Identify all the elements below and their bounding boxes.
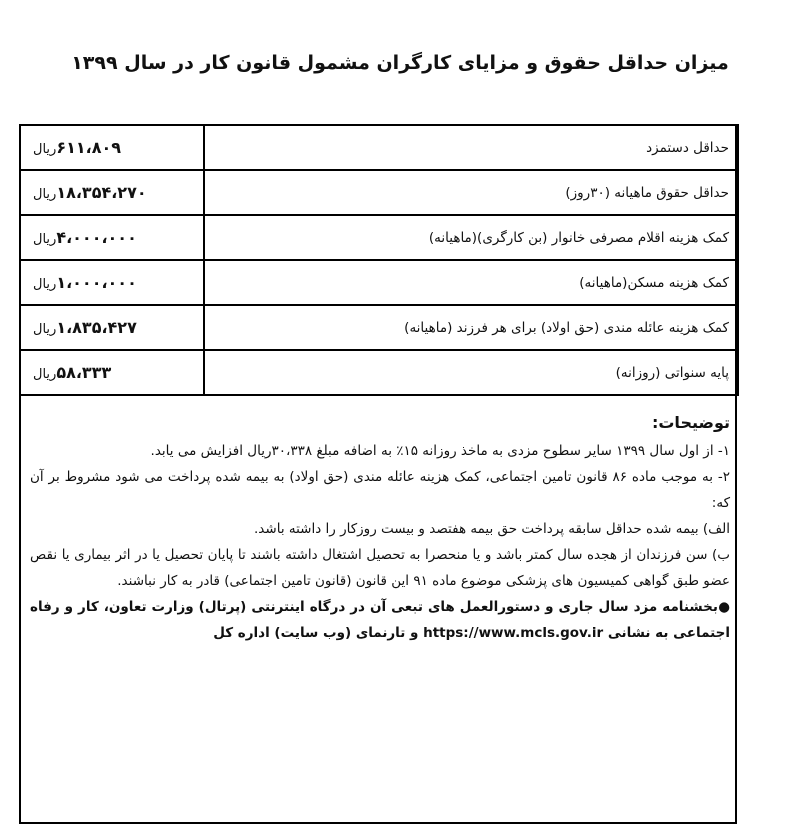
row-amount-cell [20, 170, 204, 215]
table-row [20, 215, 738, 260]
row-unit: ریال [33, 277, 57, 292]
row-label: کمک هزینه عائله مندی (حق اولاد) برای هر فرزند (ماهیانه) [204, 305, 738, 350]
note-item-2a: الف) بیمه شده حداقل سابقه پرداخت حق بیمه هفتصد و بیست روزکار را داشته باشد. [254, 521, 730, 537]
row-label: پایه سنواتی (روزانه) [204, 350, 738, 395]
row-amount-cell [20, 215, 204, 260]
row-amount-cell [20, 125, 204, 170]
row-amount-cell [20, 260, 204, 305]
note-item-3: ●بخشنامه مزد سال جاری و دستورالعمل های تبعی آن در درگاه اینترنتی (پرتال) وزارت تعاون، کار و رفاه اجتماعی به نشانی https://www.mcls.gov.ir و تارنمای (وب سایت) اداره کل [30, 599, 730, 641]
row-label: حداقل دستمزد [204, 125, 738, 170]
row-unit: ریال [33, 232, 57, 247]
row-amount-cell [20, 350, 204, 395]
note-item-2: ۲- به موجب ماده ۸۶ قانون تامین اجتماعی، کمک هزینه عائله مندی (حق اولاد) به بیمه شده پرداخت می شود مشروط بر آن که: [30, 469, 730, 511]
row-amount: ۱،۰۰۰،۰۰۰ [56, 273, 137, 292]
table-row [20, 260, 738, 305]
table-row [20, 170, 738, 215]
row-unit: ریال [33, 187, 57, 202]
row-unit: ریال [33, 142, 57, 157]
notes-title: توضیحات: [651, 413, 730, 432]
row-label: کمک هزینه مسکن(ماهیانه) [204, 260, 738, 305]
note-item-1: ۱- از اول سال ۱۳۹۹ سایر سطوح مزدی به ماخذ روزانه ۱۵٪ به اضافه مبلغ ۳۰،۳۳۸ریال افزایش می یابد. [150, 443, 730, 459]
row-unit: ریال [33, 367, 57, 382]
table-row [20, 350, 738, 395]
note-item-2b: ب) سن فرزندان از هجده سال کمتر باشد و یا منحصرا به تحصیل اشتغال داشته باشند تا پایان تحصیل یا در اثر بیماری یا نقص عضو طبق گواهی کمیسیون های پزشکی موضوع ماده ۹۱ این قانون (قانون تامین اجتماعی) قادر به کار نباشند. [30, 547, 730, 589]
row-label: حداقل حقوق ماهیانه (۳۰روز) [204, 170, 738, 215]
row-label: کمک هزینه اقلام مصرفی خانوار (بن کارگری)(ماهیانه) [204, 215, 738, 260]
row-amount: ۶۱۱،۸۰۹ [56, 138, 121, 157]
row-amount: ۱۸،۳۵۴،۲۷۰ [56, 183, 147, 202]
row-amount-cell [20, 305, 204, 350]
notes-section [30, 410, 730, 646]
wage-table [19, 124, 739, 396]
row-amount: ۴،۰۰۰،۰۰۰ [56, 228, 137, 247]
row-amount: ۱،۸۳۵،۴۲۷ [56, 318, 137, 337]
table-row [20, 305, 738, 350]
row-unit: ریال [33, 322, 57, 337]
table-row [20, 125, 738, 170]
row-amount: ۵۸،۳۳۳ [56, 363, 112, 382]
page-title: میزان حداقل حقوق و مزایای کارگران مشمول قانون کار در سال ۱۳۹۹ [71, 52, 729, 74]
